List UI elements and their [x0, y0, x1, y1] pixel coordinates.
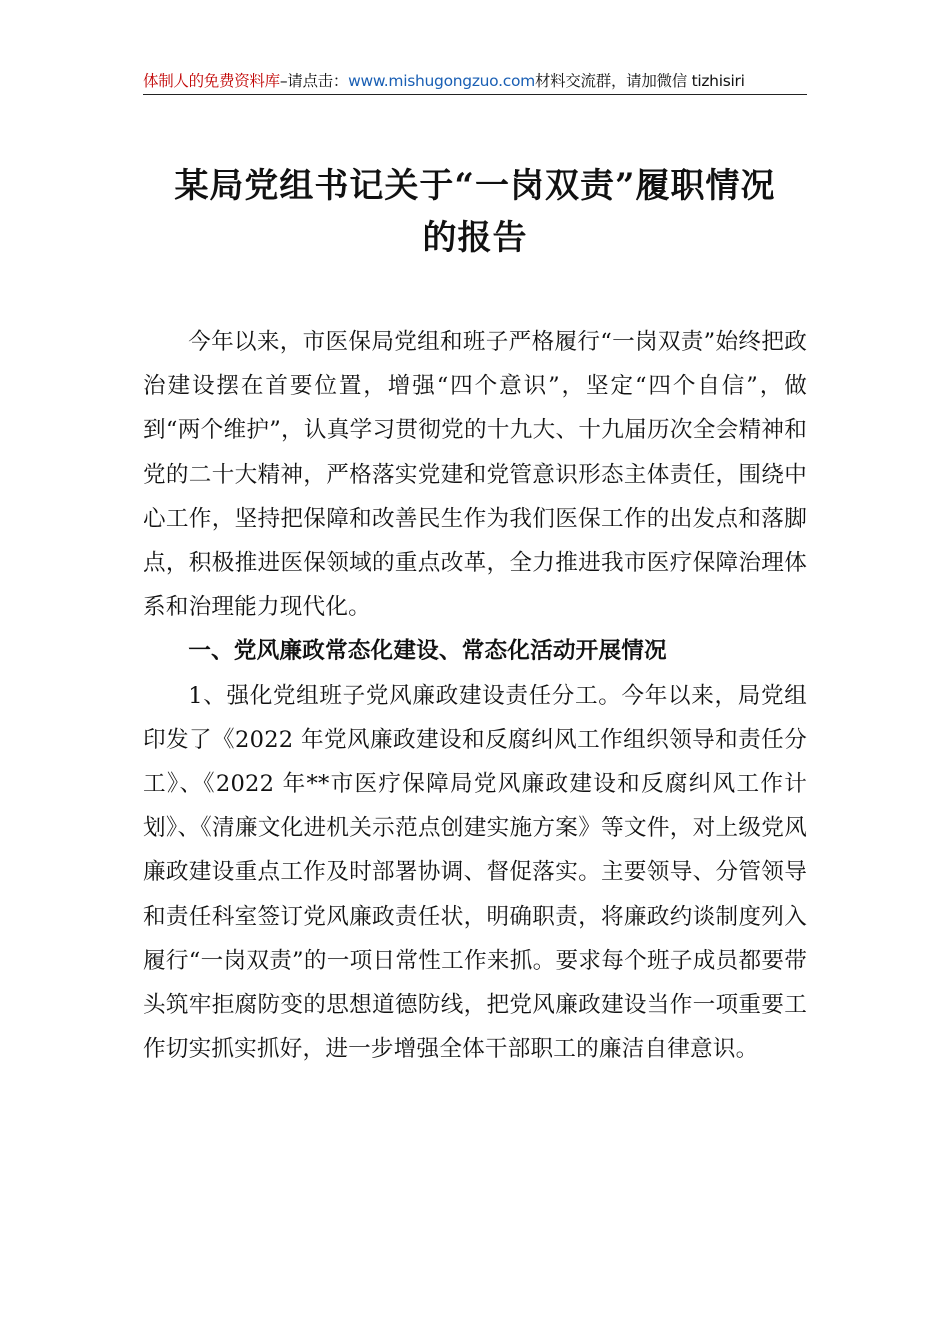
section-1-heading: 一、党风廉政常态化建设、常态化活动开展情况: [188, 638, 667, 665]
document-title: [143, 160, 807, 264]
page-header: [143, 68, 807, 95]
intro-paragraph: 今年以来，市医保局党组和班子严格履行“一岗双责”始终把政治建设摆在首要位置，增强“四个意识”，坚定“四个自信”，做到“两个维护”，认真学习贯彻党的十九大、十九届历次全会精神和党的二十大精神，严格落实党建和党管意识形态主体责任，围绕中心工作，坚持把保障和改善民生作为我们医保工作的出发点和落脚点，积极推进医保领域的重点改革，全力推进我市医疗保障治理体系和治理能力现代化。: [143, 329, 807, 621]
header-contact-text: 材料交流群，请加微信 tizhisiri: [534, 72, 745, 90]
title-line-1: 某局党组书记关于“一岗双责”履职情况: [174, 166, 776, 206]
title-line-2: 的报告: [422, 218, 528, 258]
section-1-paragraph-1: 1、强化党组班子党风廉政建设责任分工。今年以来，局党组印发了《2022 年党风廉政建设和反腐纠风工作组织领导和责任分工》、《2022 年**市医疗保障局党风廉政建设和反腐纠风工作计划》、《清廉文化进机关示范点创建实施方案》等文件，对上级党风廉政建设重点工作及时部署协调、督促落实。主要领导、分管领导和责任科室签订党风廉政责任状，明确职责，将廉政约谈制度列入履行“一岗双责”的一项日常性工作来抓。要求每个班子成员都要带头筑牢拒腐防变的思想道德防线，把党风廉政建设当作一项重要工作切实抓实抓好，进一步增强全体干部职工的廉洁自律意识。: [143, 682, 807, 1063]
document-body: [143, 320, 807, 1071]
header-brand: 体制人的免费资料库: [143, 72, 280, 90]
header-separator: –请点击：: [279, 72, 349, 90]
header-url-link[interactable]: www.mishugongzuo.com: [348, 72, 535, 90]
